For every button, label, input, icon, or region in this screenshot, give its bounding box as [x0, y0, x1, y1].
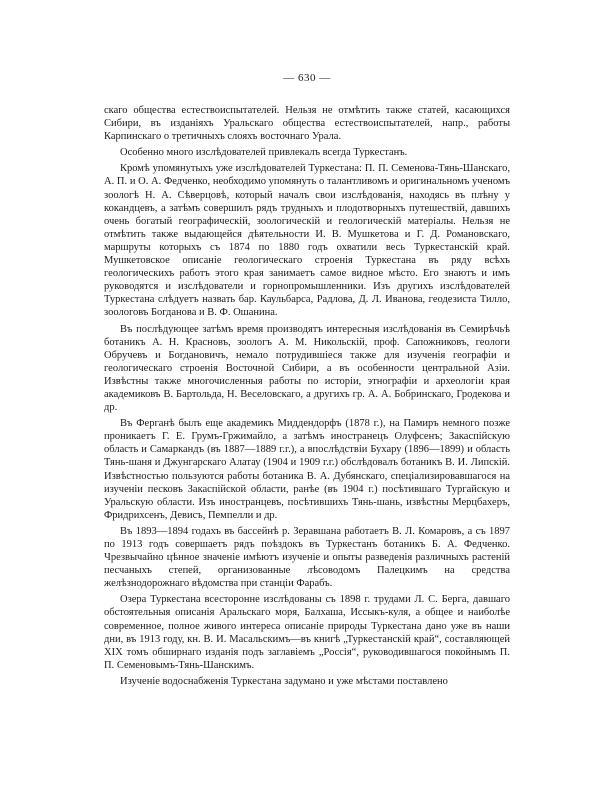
paragraph-3: Кромѣ упомянутыхъ уже изслѣдователей Туркестана: П. П. Семенова-Тянь-Шанскаго, А. П. и О. А. Федченко, необходимо упомянуть о талантливомъ и оригинальномъ ученомъ зоологѣ Н. А. Сѣверцовѣ, который началъ свои изслѣдованія, находясь въ плѣну у кокандцевъ, а затѣмъ совершилъ рядъ трудныхъ и плодотворныхъ путешествій, давшихъ очень богатый географическій, зоологическій и геологическій матеріалы. Нельзя не отмѣтить также выдающейся дѣятельности И. В. Мушкетова и Г. Д. Романовскаго, маршруты которыхъ съ 1874 по 1880 годъ охватили весь Туркестанскій край. Мушкетовское описаніе геологическаго строенія Туркестана въ ряду всѣхъ геологическихъ работъ этого края занимаетъ самое видное мѣсто. Его знаютъ и имъ руководятся и изслѣдователи и горнопромышленники. Изъ другихъ изслѣдователей Туркестана слѣдуетъ назвать бар. Каульбарса, Радлова, Д. Л. Иванова, геодезиста Тилло, зоологовъ Богданова и В. Ф. Ошанина.	[104, 163, 510, 319]
paragraph-6: Въ 1893—1894 годахъ въ бассейнѣ р. Зеравшана работаетъ В. Л. Комаровъ, а съ 1897 по 1913 годъ совершаетъ рядъ поѣздокъ въ Туркестанъ ботаникъ Б. А. Федченко. Чрезвычайно цѣнное значеніе имѣютъ изученіе и опыты разведенія различныхъ растеній песчаныхъ степей, организованные лѣсоводомъ Палецкимъ на средства желѣзнодорожнаго вѣдомства при станціи Фарабъ.	[104, 525, 510, 590]
paragraph-8: Изученіе водоснабженія Туркестана задумано и уже мѣстами поставлено	[120, 675, 448, 687]
document-page	[104, 72, 510, 722]
paragraph-2: Особенно много изслѣдователей привлекалъ всегда Туркестанъ.	[120, 147, 408, 159]
paragraph-4: Въ послѣдующее затѣмъ время производятъ интересныя изслѣдованія въ Семирѣчьѣ ботаникъ А. Н. Красновъ, зоологъ А. М. Никольскій, проф. Сапожниковъ, геологи Обручевъ и Богдановичъ, немало потрудившіеся также для изученія географіи и геологическаго строенія Восточной Сибири, а въ особенности центральной Азіи. Извѣстны также многочисленныя работы по исторіи, этнографіи и археологіи края академиковъ В. Бартольда, Н. Веселовскаго, а другихъ гр. А. А. Бобринскаго, Гродекова и др.	[104, 323, 510, 414]
paragraph-5: Въ Ферганѣ былъ еще академикъ Миддендорфъ (1878 г.), на Памиръ немного позже проникаетъ Г. Е. Грумъ-Гржимайло, а затѣмъ иностранецъ Олуфсенъ; Закаспійскую область и Самаркандъ (въ 1887—1889 г.г.), а впослѣдствіи Бухару (1896—1899) и область Тянь-шаня и Джунгарскаго Алатау (1904 и 1909 г.г.) обслѣдовалъ ботаникъ В. И. Липскій. Извѣстностью пользуются работы ботаника В. А. Дубянскаго, спеціализировавшагося на изученіи песковъ Закаспійской области, ранѣе (въ 1904 г.) посѣтившаго Тургайскую и Уральскую области. Изъ иностранцевъ, посѣтившихъ Тянь-шань, извѣстны Мерцбахеръ, Фридрихсенъ, Девисъ, Пемпелли и др.	[104, 418, 510, 521]
page-number: — 630 —	[283, 72, 331, 84]
paragraph-7: Озера Туркестана всесторонне изслѣдованы съ 1898 г. трудами Л. С. Берга, давшаго обстоятельныя описанія Аральскаго моря, Балхаша, Иссыкъ-куля, а общее и наиболѣе современное, полное живого интереса описаніе природы Туркестана дано уже въ наши дни, въ 1913 году, кн. В. И. Масальскимъ—въ книгѣ „Туркестанскій край“, составляющей XIX томъ обширнаго изданія подъ заглавіемъ „Россія“, руководившагося покойнымъ П. П. Семеновымъ-Тянь-Шанскимъ.	[104, 594, 510, 671]
paragraph-1: скаго общества естествоиспытателей. Нельзя не отмѣтить также статей, касающихся Сибири, въ изданіяхъ Уральскаго общества естествоиспытателей, напр., работы Карпинскаго о третичныхъ слояхъ восточнаго Урала.	[104, 105, 510, 143]
